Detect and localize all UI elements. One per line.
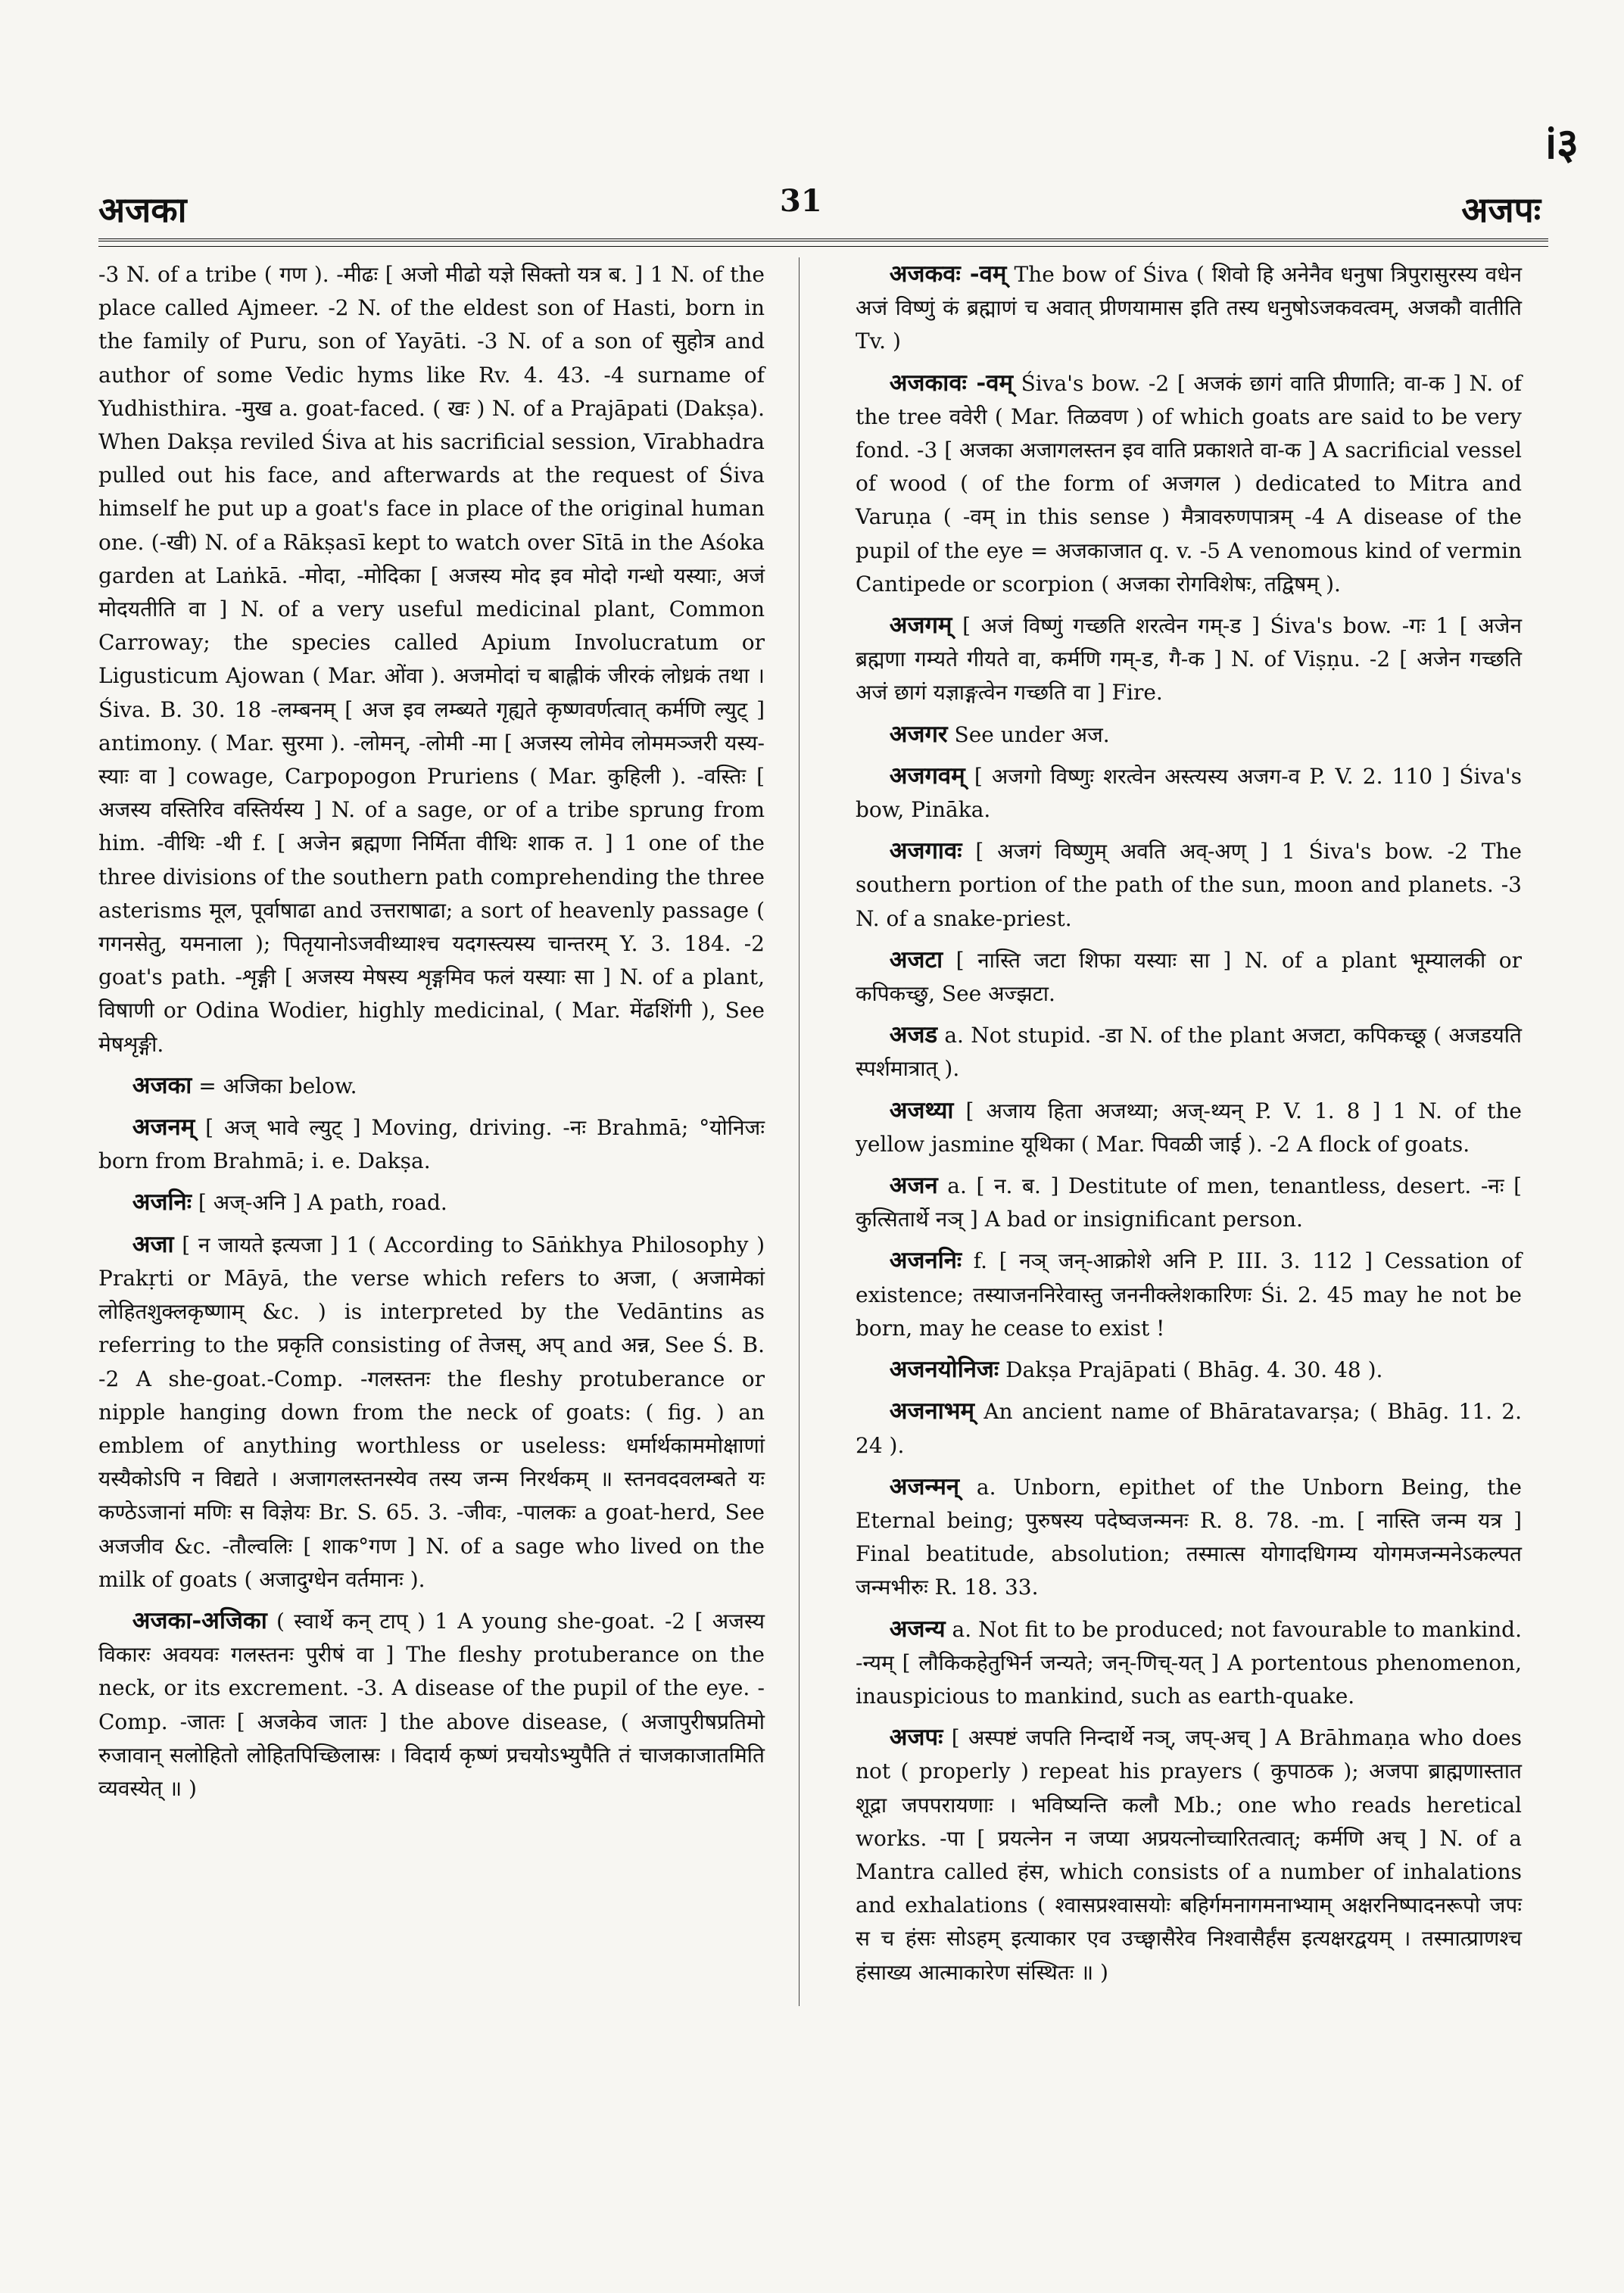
entry-body: Dakṣa Prajāpati ( Bhāg. 4. 30. 48 ).: [1005, 1357, 1383, 1383]
entry-headword: अजड: [889, 1021, 938, 1049]
dictionary-entry: [856, 1470, 1522, 1605]
entry-headword: अजटा: [889, 946, 943, 974]
entry-body: -3 N. of a tribe ( गण ). -मीढः [ अजो मीढो यज्ञे सिक्तो यत्र ब. ] 1 N. of the place called Ajmeer. -2 N. of the eldest son of Hasti, born in the family of Puru, son of Yayāti. -3 N. of a son of सुहोत्र and author of some Vedic hyms like Rv. 4. 43. -4 surname of Yudhisthira. -मुख a. goat-faced. ( खः ) N. of a Prajāpati (Dakṣa). When Dakṣa reviled Śiva at his sacrificial session, Vīrabhadra pulled out his face, and afterwards at the request of Śiva himself he put up a goat's face in place of the original human one. (-खी) N. of a Rākṣasī kept to watch over Sītā in the Aśoka garden at Laṅkā. -मोदा, -मोदिका [ अजस्य मोद इव मोदो गन्धो यस्याः, अजं मोदयतीति वा ] N. of a very useful medicinal plant, Common Carroway; the species called Apium Involucratum or Ligusticum Ajowan ( Mar. ओंवा ). अजमोदां च बाह्लीकं जीरकं लोध्रकं तथा । Śiva. B. 30. 18 -लम्बनम् [ अज इव लम्ब्यते गृह्यते कृष्णवर्णत्वात् कर्मणि ल्युट् ] antimony. ( Mar. सुरमा ). -लोमन्, -लोमी -मा [ अजस्य लोमेव लोममञ्जरी यस्य-स्याः वा ] cowage, Carpopogon Pruriens ( Mar. कुहिली ). -वस्तिः [ अजस्य वस्तिरिव वस्तिर्यस्य ] N. of a sage, or of a tribe sprung from him. -वीथिः -थी f. [ अजेन ब्रह्मणा निर्मिता वीथिः शाक त. ] 1 one of the three divisions of the southern path comprehending the three asterisms मूल, पूर्वाषाढा and उत्तराषाढा; a sort of heavenly passage ( गगनसेतु, यमनाला ); पितृयानोऽजवीथ्याश्च यदगस्त्यस्य चान्तरम् Y. 3. 184. -2 goat's path. -शृङ्गी [ अजस्य मेषस्य शृङ्गमिव फलं यस्याः सा ] N. of a plant, विषाणी or Odina Wodier, highly medicinal, ( Mar. मेंढशिंगी ), See मेषशृङ्गी.: [98, 262, 765, 1057]
dictionary-entry: [98, 1111, 765, 1178]
entry-body: [ अजं विष्णुं गच्छति शरत्वेन गम्-ड ] Śiva's bow. -गः 1 [ अजेन ब्रह्मणा गम्यते गीयते वा, कर्मणि गम्-ड, गै-क ] N. of Viṣṇu. -2 [ अजेन गच्छति अजं छागं यज्ञाङ्गत्वेन गच्छति वा ] Fire.: [856, 613, 1522, 706]
entry-body: f. [ नञ् जन्-आक्रोशे अनि P. III. 3. 112 ] Cessation of existence; तस्याजननिरेवास्तु जननीक्लेशकारिणः Śi. 2. 45 may he not be born, may he cease to exist !: [856, 1248, 1523, 1341]
entry-headword: अजगावः: [889, 837, 962, 865]
dictionary-entry: [98, 1185, 765, 1220]
entry-body: a. [ न. ब. ] Destitute of men, tenantless, desert. -नः [ कुत्सितार्थे नञ् ] A bad or insignificant person.: [856, 1173, 1523, 1232]
entry-headword: अजगम्: [889, 612, 952, 640]
corner-mark: ℹ३: [1545, 119, 1579, 169]
entry-headword: अजका: [132, 1071, 192, 1099]
dictionary-entry: [856, 759, 1522, 827]
entry-headword: अजका-अजिका: [132, 1606, 267, 1634]
dictionary-entry: [856, 1721, 1522, 1989]
dictionary-entry: [856, 1244, 1522, 1345]
left-column: [98, 257, 765, 1813]
dictionary-entry: [856, 1018, 1522, 1086]
dictionary-entry: [98, 257, 765, 1061]
entry-headword: अजकावः -वम्: [889, 369, 1013, 397]
entry-headword: अजन्मन्: [889, 1472, 960, 1500]
entry-body: [ अज्-अनि ] A path, road.: [198, 1190, 447, 1216]
dictionary-entry: [98, 1604, 765, 1805]
column-divider: [799, 257, 800, 2006]
entry-headword: अजपः: [889, 1724, 943, 1752]
dictionary-entry: [856, 366, 1522, 601]
entry-body: a. Unborn, epithet of the Unborn Being, the Eternal being; पुरुषस्य पदेष्वजन्मनः R. 8. 78. -m. [ नास्ति जन्म यत्र ] Final beatitude, absolution; तस्मात्स योगादधिगम्य योगमजन्मनेऽकल्पत जन्मभीरुः R. 18. 33.: [856, 1474, 1523, 1600]
dictionary-entry: [856, 1094, 1522, 1161]
entry-headword: अजनाभम्: [889, 1397, 975, 1425]
entry-body: [ अजगो विष्णुः शरत्वेन अस्त्यस्य अजग-व P. V. 2. 110 ] Śiva's bow, Pināka.: [856, 763, 1522, 823]
entry-body: [ न जायते इत्यजा ] 1 ( According to Sāṅkhya Philosophy ) Prakṛti or Māyā, the verse which refers to अजा, ( अजामेकां लोहितशुक्लकृष्णाम् &c. ) is interpreted by the Vedāntins as referring to the प्रकृति consisting of तेजस्, अप् and अन्न, See Ś. B. -2 A she-goat.-Comp. -गलस्तनः the fleshy protuberance or nipple hanging down from the neck of goats: ( fig. ) an emblem of anything worthless or useless: धर्मार्थकाममोक्षाणां यस्यैकोऽपि न विद्यते । अजागलस्तनस्येव तस्य जन्म निरर्थकम् ॥ स्तनवदवलम्बते यः कण्ठेऽजानां मणिः स विज्ञेयः Br. S. 65. 3. -जीवः, -पालकः a goat-herd, See अजजीव &c. -तौल्वलिः [ शाक°गण ] N. of a sage who lived on the milk of goats ( अजादुग्धेन वर्तमानः ).: [98, 1232, 765, 1592]
entry-body: The bow of Śiva ( शिवो हि अनेनैव धनुषा त्रिपुरासुरस्य वधेन अजं विष्णुं कं ब्रह्माणं च अवात् प्रीणयामास इति तस्य धनुषोऽजकवत्वम्, अजकौ वातीति Tv. ): [856, 262, 1522, 354]
entry-headword: अजनम्: [132, 1114, 195, 1142]
entry-body: = अजिका below.: [198, 1073, 357, 1098]
entry-body: [ अजगं विष्णुम् अवति अव्-अण् ] 1 Śiva's bow. -2 The southern portion of the path of the sun, moon and planets. -3 N. of a snake-priest.: [856, 839, 1522, 931]
entry-body: [ अज् भावे ल्युट् ] Moving, driving. -नः Brahmā; °योनिजः born from Brahmā; i. e. Dakṣa.: [98, 1115, 765, 1174]
right-column: [856, 257, 1522, 1997]
entry-body: An ancient name of Bhāratavarṣa; ( Bhāg. 11. 2. 24 ).: [856, 1399, 1522, 1458]
dictionary-entry: [856, 834, 1522, 936]
entry-body: [ नास्ति जटा शिफा यस्याः सा ] N. of a plant भूम्यालकी or कपिकच्छु, See अज्झटा.: [856, 947, 1523, 1007]
dictionary-entry: [856, 1169, 1522, 1236]
entry-headword: अजगवम्: [889, 762, 965, 790]
entry-body: a. Not fit to be produced; not favourable to mankind. -न्यम् [ लौकिकहेतुभिर्न जन्यते; जन्-णिच्-यत् ] A portentous phenomenon, inauspicious to mankind, such as earth-quake.: [856, 1616, 1522, 1709]
entry-headword: अजथ्या: [889, 1096, 954, 1124]
entry-headword: अजनयोनिजः: [889, 1356, 999, 1384]
dictionary-entry: [856, 1394, 1522, 1462]
entry-headword: अजकवः -वम्: [889, 260, 1007, 288]
page-number: 31: [780, 183, 822, 219]
dictionary-entry: [856, 718, 1522, 752]
dictionary-entry: [98, 1069, 765, 1103]
entry-headword: अजन्य: [889, 1615, 946, 1643]
header-rule: [98, 238, 1548, 247]
entry-headword: अजा: [132, 1230, 174, 1258]
entry-headword: अजननिः: [889, 1247, 962, 1275]
entry-headword: अजन: [889, 1172, 938, 1200]
dictionary-entry: [856, 1612, 1522, 1714]
dictionary-entry: [856, 257, 1522, 359]
entry-body: a. Not stupid. -डा N. of the plant अजटा, कपिकच्छू ( अजडयति स्पर्शमात्रात् ).: [856, 1023, 1522, 1082]
entry-body: Śiva's bow. -2 [ अजकं छागं वाति प्रीणाति; वा-क ] N. of the tree ववेरी ( Mar. तिळवण ) of which goats are said to be very fond. -3 [ अजका अजागलस्तन इव वाति प्रकाशते वा-क ] A sacrificial vessel of wood ( of the form of अजगल ) dedicated to Mitra and Varuṇa ( -वम् in this sense ) मैत्रावरुणपात्रम् -4 A disease of the pupil of the eye = अजकाजात q. v. -5 A venomous kind of vermin Cantipede or scorpion ( अजका रोगविशेषः, तद्विषम् ).: [856, 370, 1522, 597]
entry-headword: अजनिः: [132, 1189, 192, 1217]
entry-body: ( स्वार्थे कन् टाप् ) 1 A young she-goat. -2 [ अजस्य विकारः अवयवः गलस्तनः पुरीषं वा ] The fleshy protuberance on the neck, or its excrement. -3. A disease of the pupil of the eye. -Comp. -जातः [ अजकेव जातः ] the above disease, ( अजापुरीषप्रतिमो रुजावान् सलोहितो लोहितपिच्छिलास्रः । विदार्य कृष्णं प्रचयोऽभ्युपैति तं चाजकाजातमिति व्यवस्येत् ॥ ): [98, 1608, 765, 1801]
entry-body: [ अजाय हिता अजथ्या; अज्-थ्यन् P. V. 1. 8 ] 1 N. of the yellow jasmine यूथिका ( Mar. पिवळी जाई ). -2 A flock of goats.: [856, 1098, 1522, 1157]
entry-body: [ अस्पष्टं जपति निन्दार्थे नञ्, जप्-अच् ] A Brāhmaṇa who does not ( properly ) repeat his prayers ( कुपाठक ); अजपा ब्राह्मणास्तात शूद्रा जपपरायणाः । भविष्यन्ति कलौ Mb.; one who reads heretical works. -पा [ प्रयत्नेन न जप्या अप्रयत्नोच्चारितत्वात्; कर्मणि अच् ] N. of a Mantra called हंस, which consists of a number of inhalations and exhalations ( श्वासप्रश्वासयोः बहिर्गमनागमनाभ्याम् अक्षरनिष्पादनरूपो जपः स च हंसः सोऽहम् इत्याकार एव उच्छ्वासैरेव निश्वासैर्हंस इत्यक्षरद्वयम् । तस्मात्प्राणश्च हंसाख्य आत्माकारेण संस्थितः ॥ ): [856, 1725, 1522, 1985]
running-header-right: अजपः: [1461, 189, 1541, 230]
dictionary-entry: [856, 1353, 1522, 1387]
entry-headword: अजगर: [889, 720, 948, 748]
entry-body: See under अज.: [954, 721, 1110, 747]
dictionary-entry: [856, 609, 1522, 710]
dictionary-entry: [856, 943, 1522, 1011]
running-header-left: अजका: [98, 189, 187, 230]
dictionary-entry: [98, 1228, 765, 1597]
